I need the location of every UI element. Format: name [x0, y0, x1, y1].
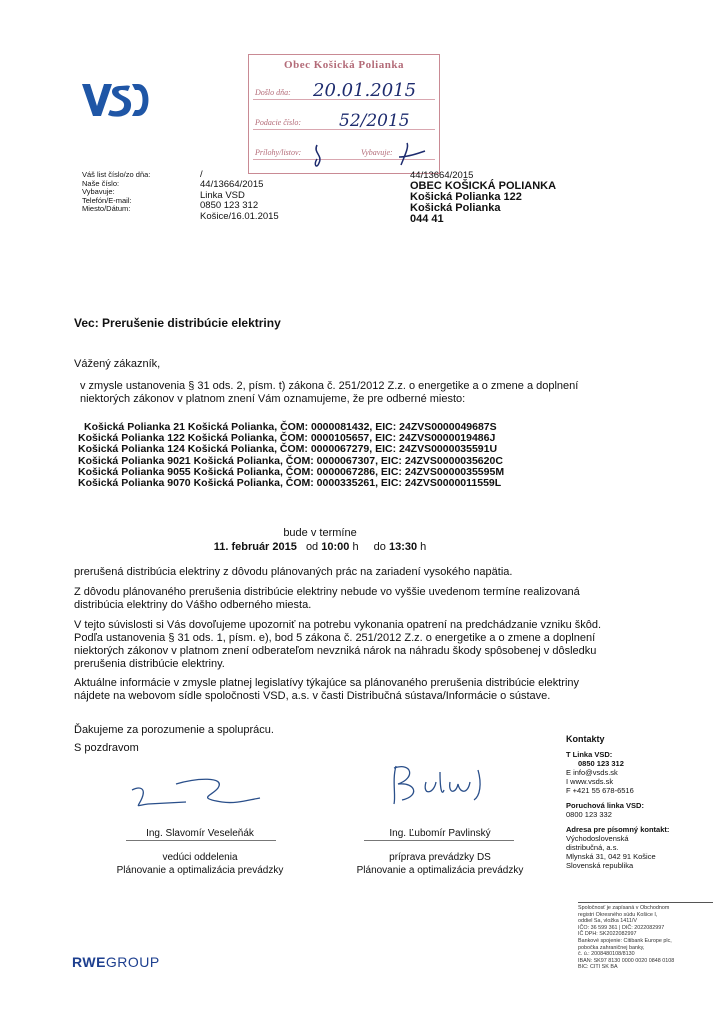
signature-veselenak: [126, 768, 266, 816]
letter-subject: Vec: Prerušenie distribúcie elektriny: [74, 316, 281, 330]
term-line: [170, 541, 470, 553]
contacts-panel: [566, 735, 716, 870]
recipient-ref: 44/13664/2015: [410, 170, 474, 181]
smallprint-line: pobočka zahraničnej banky,: [578, 944, 645, 951]
signer-dept: Plánovanie a optimalizácia prevádzky: [116, 865, 284, 876]
term-to-label: do: [373, 541, 386, 553]
contact-fax: F +421 55 678-6516: [566, 786, 634, 795]
signer-dept: Plánovanie a optimalizácia prevádzky: [356, 865, 524, 876]
signer-name: Ing. Ľubomír Pavlinský: [389, 828, 491, 839]
term-intro: bude v termíne: [283, 527, 357, 539]
recipient-street: Košická Polianka 122: [410, 191, 522, 203]
rwe-logo-text: GROUP: [105, 954, 160, 970]
stamp-number-label: Podacie číslo:: [255, 118, 301, 127]
stamp-number-value: 52/2015: [339, 111, 410, 131]
contact-email[interactable]: E info@vsds.sk: [566, 768, 618, 777]
smallprint-line: oddiel Sa, vložka 1411/V: [578, 918, 637, 925]
supply-point: Košická Polianka 124 Košická Polianka, ČOM: 0000067279, EIC: 24ZVS0000035591U: [78, 443, 498, 456]
ref-label: Naše číslo:: [82, 178, 120, 188]
contact-address-label: Adresa pre písomný kontakt:: [566, 825, 670, 834]
smallprint-line: BIC: CITI SK BA: [578, 964, 618, 971]
supply-point: Košická Polianka 9070 Košická Polianka, ČOM: 0000335261, EIC: 24ZVS0000011559L: [78, 477, 502, 490]
thanks-line: Ďakujeme za porozumenie a spoluprácu.: [74, 724, 274, 736]
stamp-row-number: [253, 111, 435, 130]
ref-value: /: [200, 169, 203, 180]
paragraph: prerušená distribúcia elektriny z dôvodu plánovaných prác na zariadení vysokého napätia.: [74, 566, 513, 578]
stamp-handler-label: Vybavuje:: [361, 148, 393, 157]
reference-labels: [82, 171, 150, 214]
intro-paragraph: v zmysle ustanovenia § 31 ods. 2, písm. t) zákona č. 251/2012 Z.z. o energetike a o zmene a doplnení niektorých zákonov v platnom znení Vám oznamujeme, že pre odberné miesto:: [80, 380, 579, 405]
supply-point: Košická Polianka 21 Košická Polianka, ČOM: 0000081432, EIC: 24ZVS0000049687S: [84, 421, 497, 433]
signature-line-2: [364, 840, 514, 841]
supply-point: Košická Polianka 9021 Košická Polianka, ČOM: 0000067307, EIC: 24ZVS0000035620C: [78, 454, 503, 467]
paragraph: Aktuálne informácie v zmysle platnej legislatívy týkajúce sa plánovaného prerušenia distribúcie elektriny nájdete na webovom sídle spoločnosti VSD, a.s. v časti Distribučná sústava/Informácie o sústave.: [74, 677, 580, 702]
contact-address-line: Slovenská republika: [566, 861, 634, 870]
term-h1: h: [352, 541, 359, 553]
recipient-name: OBEC KOŠICKÁ POLIANKA: [410, 180, 557, 192]
stamp-received-date: 20.01.2015: [313, 80, 417, 101]
registry-stamp: [248, 54, 440, 174]
smallprint-line: Spoločnosť je zapísaná v Obchodnom: [578, 905, 670, 911]
smallprint-line: Bankové spojenie: Citibank Europe plc,: [578, 937, 672, 944]
smallprint-line: IČO: 36 599 361 | DIČ: 2022082997: [578, 924, 665, 931]
ref-value: Košice/16.01.2015: [200, 210, 279, 222]
contact-web[interactable]: I www.vsds.sk: [566, 777, 614, 786]
contact-linka-phone: 0850 123 312: [578, 759, 624, 768]
ref-value: 0850 123 312: [200, 200, 259, 212]
ref-value: Linka VSD: [200, 189, 245, 201]
term-to: 13:30: [388, 541, 418, 553]
stamp-row-received: [253, 81, 435, 100]
stamp-title: Obec Košická Polianka: [284, 59, 404, 71]
signature-pavlinsky: [386, 760, 496, 810]
ref-label: Váš list číslo/zo dňa:: [82, 170, 151, 179]
paragraph: V tejto súvislosti si Vás dovoľujeme upozorniť na potrebu vykonania opatrení na predchádzanie vzniku škôd. Podľa ustanovenia § 31 ods. 1, písm. e), bod 5 zákona č. 251/2012 Z.z. o energetike a o zmene a doplnení niektorých zákonov v platnom znení odberateľom nevzniká nárok na náhradu škody spôsobenej v dôsledku prerušenia distribúcie elektriny.: [74, 619, 602, 670]
recipient-address: [410, 170, 556, 225]
term-h2: h: [420, 541, 427, 553]
smallprint-line: registri Okresného súdu Košice I,: [578, 911, 658, 918]
rwe-group-logo: [72, 954, 160, 970]
signer-role: príprava prevádzky DS: [389, 852, 491, 863]
term-from-label: od: [305, 541, 319, 553]
contact-linka-label: T Linka VSD:: [566, 750, 613, 759]
contact-address-line: Mlynská 31, 042 91 Košice: [566, 852, 656, 861]
supply-point: Košická Polianka 9055 Košická Polianka, ČOM: 0000067286, EIC: 24ZVS0000035595M: [78, 465, 505, 478]
stamp-attachments-label: Prílohy/listov:: [255, 148, 302, 157]
term-from: 10:00: [321, 541, 350, 553]
salutation: Vážený zákazník,: [74, 358, 161, 370]
contact-address-line: distribučná, a.s.: [566, 843, 619, 852]
ref-label: Telefón/E-mail:: [82, 195, 132, 205]
contact-poruchova-label: Poruchová linka VSD:: [566, 801, 644, 810]
closing-line: S pozdravom: [74, 742, 139, 754]
smallprint-line: IČ DPH: SK2022082997: [578, 931, 637, 938]
recipient-city: Košická Polianka: [410, 202, 501, 214]
smallprint-line: IBAN: SK97 8130 0000 0020 0848 0108: [578, 957, 675, 964]
company-registration-info: [578, 902, 713, 971]
contact-address-line: Východoslovenská: [566, 834, 629, 843]
ref-label: Miesto/Dátum:: [82, 204, 131, 214]
recipient-zip: 044 41: [410, 213, 444, 225]
signature-line-1: [126, 840, 276, 841]
signer-role: vedúci oddelenia: [162, 852, 238, 863]
vsd-logo: [80, 80, 152, 120]
supply-point: Košická Polianka 122 Košická Polianka, ČOM: 0000105657, EIC: 24ZVS0000019486J: [78, 432, 496, 445]
reference-values: [200, 170, 279, 222]
stamp-received-label: Došlo dňa:: [255, 88, 291, 97]
smallprint-line: č. ú.: 2008480108/8130: [578, 951, 635, 958]
contact-poruchova: 0800 123 332: [566, 810, 612, 819]
supply-points-list: [78, 422, 504, 489]
ref-value: 44/13664/2015: [200, 179, 264, 191]
rwe-logo-bold: RWE: [72, 954, 106, 970]
term-date: 11. február 2015: [213, 541, 297, 553]
ref-label: Vybavuje:: [82, 187, 115, 197]
stamp-handwriting: [309, 135, 429, 175]
signer-name: Ing. Slavomír Veseleňák: [146, 828, 254, 839]
paragraph: Z dôvodu plánovaného prerušenia distribúcie elektriny nebude vo vyššie uvedenom termíne realizovaná distribúcia elektriny do Vášho odberného miesta.: [74, 586, 580, 611]
contacts-heading: Kontakty: [566, 734, 605, 744]
